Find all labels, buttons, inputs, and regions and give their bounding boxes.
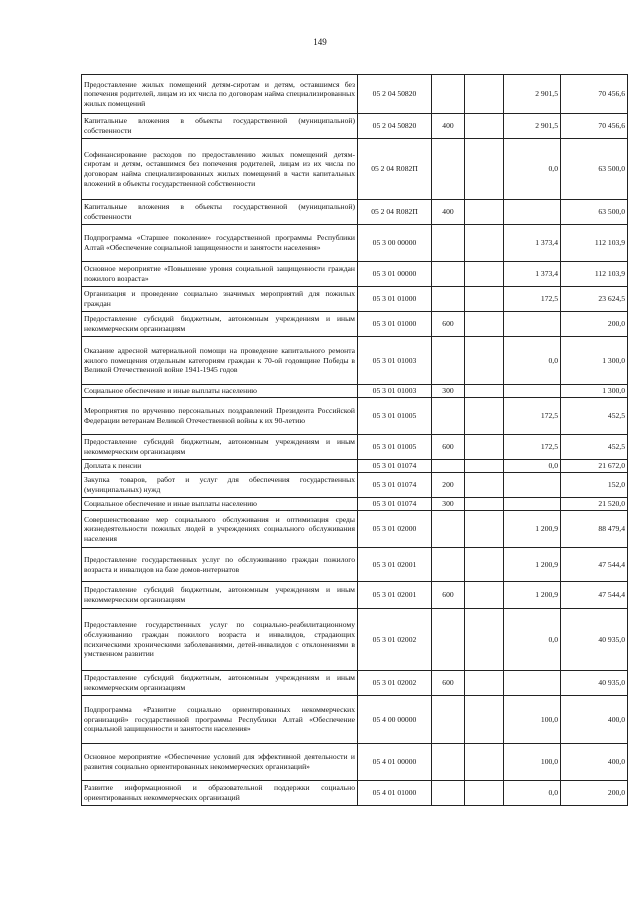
row-code: 05 3 01 01000 <box>358 312 432 337</box>
row-code: 05 3 01 02001 <box>358 582 432 609</box>
row-name: Организация и проведение социально значимых мероприятий для пожилых граждан <box>82 287 358 312</box>
row-code: 05 2 04 R082П <box>358 200 432 225</box>
row-expense-type <box>432 337 465 385</box>
row-empty-cell <box>465 139 504 200</box>
row-name: Мероприятия по вручению персональных поздравлений Президента Российской Федерации ветеранам Великой Отечественной войны к их 90-летию <box>82 398 358 435</box>
table-row <box>82 398 628 435</box>
row-empty-cell <box>465 435 504 460</box>
row-name: Совершенствование мер социального обслуживания и оптимизация среды жизнедеятельности пожилых людей в учреждениях социального обслуживания населения <box>82 511 358 548</box>
row-value-2: 23 624,5 <box>561 287 628 312</box>
row-name: Предоставление субсидий бюджетным, автономным учреждениям и иным некоммерческим организациям <box>82 582 358 609</box>
table-row <box>82 385 628 398</box>
table-row <box>82 460 628 473</box>
row-empty-cell <box>465 114 504 139</box>
row-value-1: 1 373,4 <box>504 262 561 287</box>
table-row <box>82 225 628 262</box>
row-value-1: 1 200,9 <box>504 548 561 582</box>
row-expense-type <box>432 225 465 262</box>
row-code: 05 3 01 01003 <box>358 385 432 398</box>
row-expense-type <box>432 781 465 806</box>
row-expense-type <box>432 398 465 435</box>
row-value-2: 88 479,4 <box>561 511 628 548</box>
row-value-2: 63 500,0 <box>561 139 628 200</box>
table-row <box>82 435 628 460</box>
row-name: Предоставление субсидий бюджетным, автономным учреждениям и иным некоммерческим организациям <box>82 671 358 696</box>
row-value-1: 100,0 <box>504 744 561 781</box>
row-value-2: 400,0 <box>561 696 628 744</box>
table-row <box>82 337 628 385</box>
row-name: Социальное обеспечение и иные выплаты населению <box>82 385 358 398</box>
row-value-1: 172,5 <box>504 287 561 312</box>
row-value-2: 70 456,6 <box>561 75 628 114</box>
table-row <box>82 75 628 114</box>
row-value-2: 400,0 <box>561 744 628 781</box>
row-value-1: 1 200,9 <box>504 582 561 609</box>
row-value-1 <box>504 385 561 398</box>
row-expense-type <box>432 548 465 582</box>
row-empty-cell <box>465 498 504 511</box>
row-name: Капитальные вложения в объекты государственной (муниципальной) собственности <box>82 114 358 139</box>
row-value-2: 112 103,9 <box>561 225 628 262</box>
row-code: 05 3 01 01074 <box>358 473 432 498</box>
row-name: Развитие информационной и образовательной поддержки социально ориентированных некоммерческих организаций <box>82 781 358 806</box>
row-value-2: 21 672,0 <box>561 460 628 473</box>
row-empty-cell <box>465 398 504 435</box>
row-value-1: 172,5 <box>504 435 561 460</box>
row-code: 05 3 01 00000 <box>358 262 432 287</box>
row-empty-cell <box>465 511 504 548</box>
budget-table <box>81 74 628 806</box>
row-empty-cell <box>465 671 504 696</box>
row-value-1: 0,0 <box>504 460 561 473</box>
row-empty-cell <box>465 287 504 312</box>
row-value-1: 0,0 <box>504 781 561 806</box>
row-name: Основное мероприятие «Повышение уровня социальной защищенности граждан пожилого возраста» <box>82 262 358 287</box>
row-value-2: 200,0 <box>561 312 628 337</box>
row-value-2: 452,5 <box>561 398 628 435</box>
row-expense-type <box>432 744 465 781</box>
row-value-1: 0,0 <box>504 337 561 385</box>
row-expense-type: 300 <box>432 385 465 398</box>
row-empty-cell <box>465 696 504 744</box>
table-row <box>82 312 628 337</box>
row-value-2: 40 935,0 <box>561 609 628 671</box>
row-value-1 <box>504 473 561 498</box>
row-name: Предоставление субсидий бюджетным, автономным учреждениям и иным некоммерческим организациям <box>82 435 358 460</box>
row-code: 05 3 01 01005 <box>358 398 432 435</box>
row-expense-type: 600 <box>432 582 465 609</box>
row-value-2: 63 500,0 <box>561 200 628 225</box>
row-code: 05 3 00 00000 <box>358 225 432 262</box>
row-value-1: 1 373,4 <box>504 225 561 262</box>
table-row <box>82 200 628 225</box>
row-empty-cell <box>465 337 504 385</box>
row-code: 05 3 01 01003 <box>358 337 432 385</box>
row-expense-type: 600 <box>432 671 465 696</box>
row-empty-cell <box>465 548 504 582</box>
row-expense-type <box>432 609 465 671</box>
row-expense-type: 600 <box>432 312 465 337</box>
row-name: Основное мероприятие «Обеспечение условий для эффективной деятельности и развития социально ориентированных некоммерческих организаций» <box>82 744 358 781</box>
row-value-2: 21 520,0 <box>561 498 628 511</box>
table-row <box>82 262 628 287</box>
row-empty-cell <box>465 200 504 225</box>
table-row <box>82 473 628 498</box>
row-expense-type <box>432 75 465 114</box>
table-row <box>82 548 628 582</box>
row-value-1: 1 200,9 <box>504 511 561 548</box>
row-expense-type: 400 <box>432 200 465 225</box>
row-value-1 <box>504 498 561 511</box>
table-row <box>82 287 628 312</box>
row-value-2: 47 544,4 <box>561 582 628 609</box>
row-name: Предоставление жилых помещений детям-сиротам и детям, оставшимся без попечения родителей, лицам из их числа по договорам найма специализированных жилых помещений <box>82 75 358 114</box>
row-value-2: 112 103,9 <box>561 262 628 287</box>
row-value-1 <box>504 312 561 337</box>
row-code: 05 3 01 02002 <box>358 609 432 671</box>
row-code: 05 3 01 02001 <box>358 548 432 582</box>
row-expense-type <box>432 262 465 287</box>
row-code: 05 2 04 R082П <box>358 139 432 200</box>
row-value-1: 2 901,5 <box>504 114 561 139</box>
table-row <box>82 498 628 511</box>
table-row <box>82 114 628 139</box>
row-empty-cell <box>465 473 504 498</box>
table-row <box>82 696 628 744</box>
row-name: Социальное обеспечение и иные выплаты населению <box>82 498 358 511</box>
row-name: Подпрограмма «Развитие социально ориентированных некоммерческих организаций» государственной программы Республики Алтай «Обеспечение социальной защищенности и занятости населения» <box>82 696 358 744</box>
row-expense-type: 300 <box>432 498 465 511</box>
row-value-1: 2 901,5 <box>504 75 561 114</box>
row-empty-cell <box>465 460 504 473</box>
row-code: 05 3 01 01074 <box>358 460 432 473</box>
row-value-1: 0,0 <box>504 139 561 200</box>
row-value-2: 152,0 <box>561 473 628 498</box>
row-code: 05 3 01 02000 <box>358 511 432 548</box>
table-row <box>82 781 628 806</box>
row-empty-cell <box>465 609 504 671</box>
row-value-1: 0,0 <box>504 609 561 671</box>
row-code: 05 3 01 02002 <box>358 671 432 696</box>
row-expense-type <box>432 511 465 548</box>
row-value-1: 172,5 <box>504 398 561 435</box>
row-value-1 <box>504 671 561 696</box>
row-value-2: 47 544,4 <box>561 548 628 582</box>
row-empty-cell <box>465 781 504 806</box>
table-row <box>82 139 628 200</box>
row-name: Предоставление государственных услуг по социально-реабилитационному обслуживанию граждан пожилого возраста и инвалидов, страдающих психическими хроническими заболеваниями, детей-инвалидов с отклонениями в умственном развитии <box>82 609 358 671</box>
row-code: 05 2 04 50820 <box>358 114 432 139</box>
table-row <box>82 609 628 671</box>
row-code: 05 3 01 01074 <box>358 498 432 511</box>
row-code: 05 3 01 01005 <box>358 435 432 460</box>
table-row <box>82 582 628 609</box>
row-value-2: 1 300,0 <box>561 385 628 398</box>
row-expense-type <box>432 460 465 473</box>
row-value-2: 452,5 <box>561 435 628 460</box>
page-number: 149 <box>313 37 327 47</box>
budget-table-body <box>82 75 628 806</box>
row-code: 05 4 01 00000 <box>358 744 432 781</box>
row-name: Подпрограмма «Старшее поколение» государственной программы Республики Алтай «Обеспечение социальной защищенности и занятости населения» <box>82 225 358 262</box>
row-code: 05 3 01 01000 <box>358 287 432 312</box>
row-expense-type <box>432 696 465 744</box>
row-name: Оказание адресной материальной помощи на проведение капитального ремонта жилого помещения отдельным категориям граждан к 70-ой годовщине Победы в Великой Отечественной войне 1941-1945 годов <box>82 337 358 385</box>
row-empty-cell <box>465 75 504 114</box>
row-value-2: 200,0 <box>561 781 628 806</box>
row-name: Закупка товаров, работ и услуг для обеспечения государственных (муниципальных) нужд <box>82 473 358 498</box>
row-value-1: 100,0 <box>504 696 561 744</box>
row-empty-cell <box>465 225 504 262</box>
row-code: 05 2 04 50820 <box>358 75 432 114</box>
row-value-2: 40 935,0 <box>561 671 628 696</box>
row-name: Доплата к пенсии <box>82 460 358 473</box>
row-empty-cell <box>465 582 504 609</box>
table-row <box>82 671 628 696</box>
row-name: Капитальные вложения в объекты государственной (муниципальной) собственности <box>82 200 358 225</box>
row-expense-type: 200 <box>432 473 465 498</box>
row-name: Предоставление государственных услуг по обслуживанию граждан пожилого возраста и инвалидов на базе домов-интернатов <box>82 548 358 582</box>
row-value-2: 1 300,0 <box>561 337 628 385</box>
row-name: Софинансирование расходов по предоставлению жилых помещений детям-сиротам и детям, оставшимся без попечения родителей, лицам из их числа по договорам найма специализированных жилых помещений в части капитальных вложений в объекты государственной собственности <box>82 139 358 200</box>
table-row <box>82 511 628 548</box>
row-empty-cell <box>465 744 504 781</box>
row-code: 05 4 01 01000 <box>358 781 432 806</box>
row-expense-type <box>432 287 465 312</box>
row-name: Предоставление субсидий бюджетным, автономным учреждениям и иным некоммерческим организациям <box>82 312 358 337</box>
row-expense-type: 600 <box>432 435 465 460</box>
row-empty-cell <box>465 385 504 398</box>
row-code: 05 4 00 00000 <box>358 696 432 744</box>
row-empty-cell <box>465 312 504 337</box>
table-row <box>82 744 628 781</box>
row-expense-type: 400 <box>432 114 465 139</box>
row-expense-type <box>432 139 465 200</box>
row-value-1 <box>504 200 561 225</box>
row-empty-cell <box>465 262 504 287</box>
row-value-2: 70 456,6 <box>561 114 628 139</box>
